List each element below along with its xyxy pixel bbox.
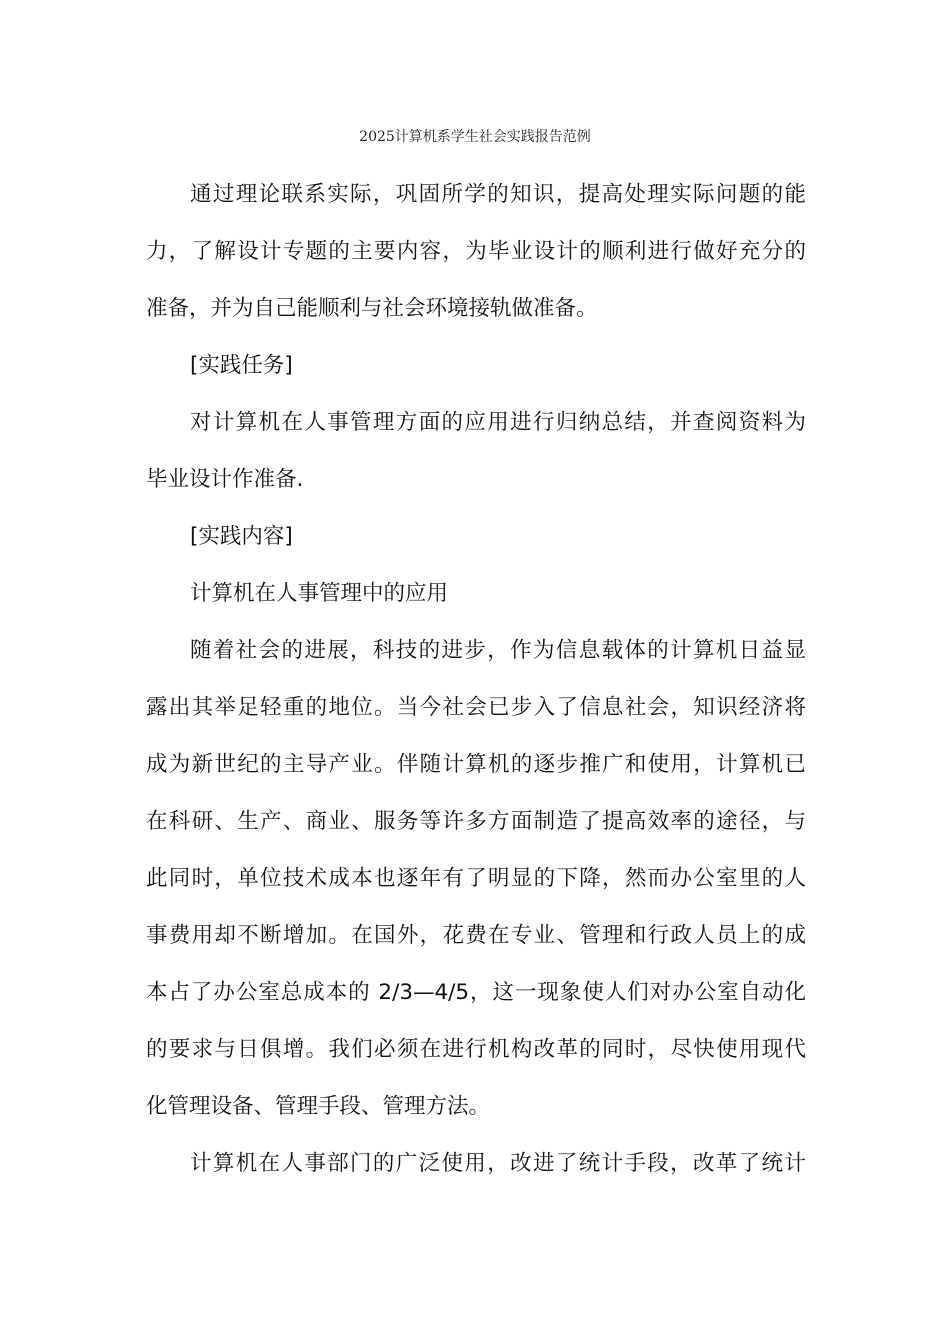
paragraph — [146, 622, 806, 1135]
section-heading — [146, 337, 806, 394]
paragraph — [146, 394, 806, 508]
paragraph — [146, 1135, 806, 1192]
text-line: 准备，并为自己能顺利与社会环境接轨做准备。 — [146, 296, 598, 321]
subheading — [146, 565, 806, 622]
text-line: 对计算机在人事管理方面的应用进行归纳总结，并查阅资料为 — [190, 410, 806, 435]
document-body — [146, 166, 806, 1192]
text-line: 计算机在人事部门的广泛使用，改进了统计手段，改革了统计 — [190, 1151, 806, 1176]
text-line: 力，了解设计专题的主要内容，为毕业设计的顺利进行做好充分的 — [146, 239, 806, 264]
text-line: [实践内容] — [190, 524, 293, 549]
text-line: 毕业设计作准备. — [146, 467, 304, 492]
section-heading — [146, 508, 806, 565]
text-line: 成为新世纪的主导产业。伴随计算机的逐步推广和使用，计算机已 — [146, 752, 806, 777]
text-line: 化管理设备、管理手段、管理方法。 — [146, 1094, 491, 1119]
text-line: 在科研、生产、商业、服务等许多方面制造了提高效率的途径，与 — [146, 809, 806, 834]
text-line: 此同时，单位技术成本也逐年有了明显的下降，然而办公室里的人 — [146, 866, 806, 891]
paragraph — [146, 166, 806, 337]
page-header-title: 2025计算机系学生社会实践报告范例 — [359, 129, 591, 145]
text-line: 本占了办公室总成本的 2/3—4/5，这一现象使人们对办公室自动化 — [146, 980, 806, 1005]
text-line: 事费用却不断增加。在国外，花费在专业、管理和行政人员上的成 — [146, 923, 806, 948]
text-line: 通过理论联系实际，巩固所学的知识，提高处理实际问题的能 — [190, 182, 806, 207]
text-line: 露出其举足轻重的地位。当今社会已步入了信息社会，知识经济将 — [146, 695, 806, 720]
text-line: 计算机在人事管理中的应用 — [190, 581, 449, 606]
text-line: 随着社会的进展，科技的进步，作为信息载体的计算机日益显 — [190, 638, 806, 663]
text-line: [实践任务] — [190, 353, 293, 378]
text-line: 的要求与日俱增。我们必须在进行机构改革的同时，尽快使用现代 — [146, 1037, 806, 1062]
